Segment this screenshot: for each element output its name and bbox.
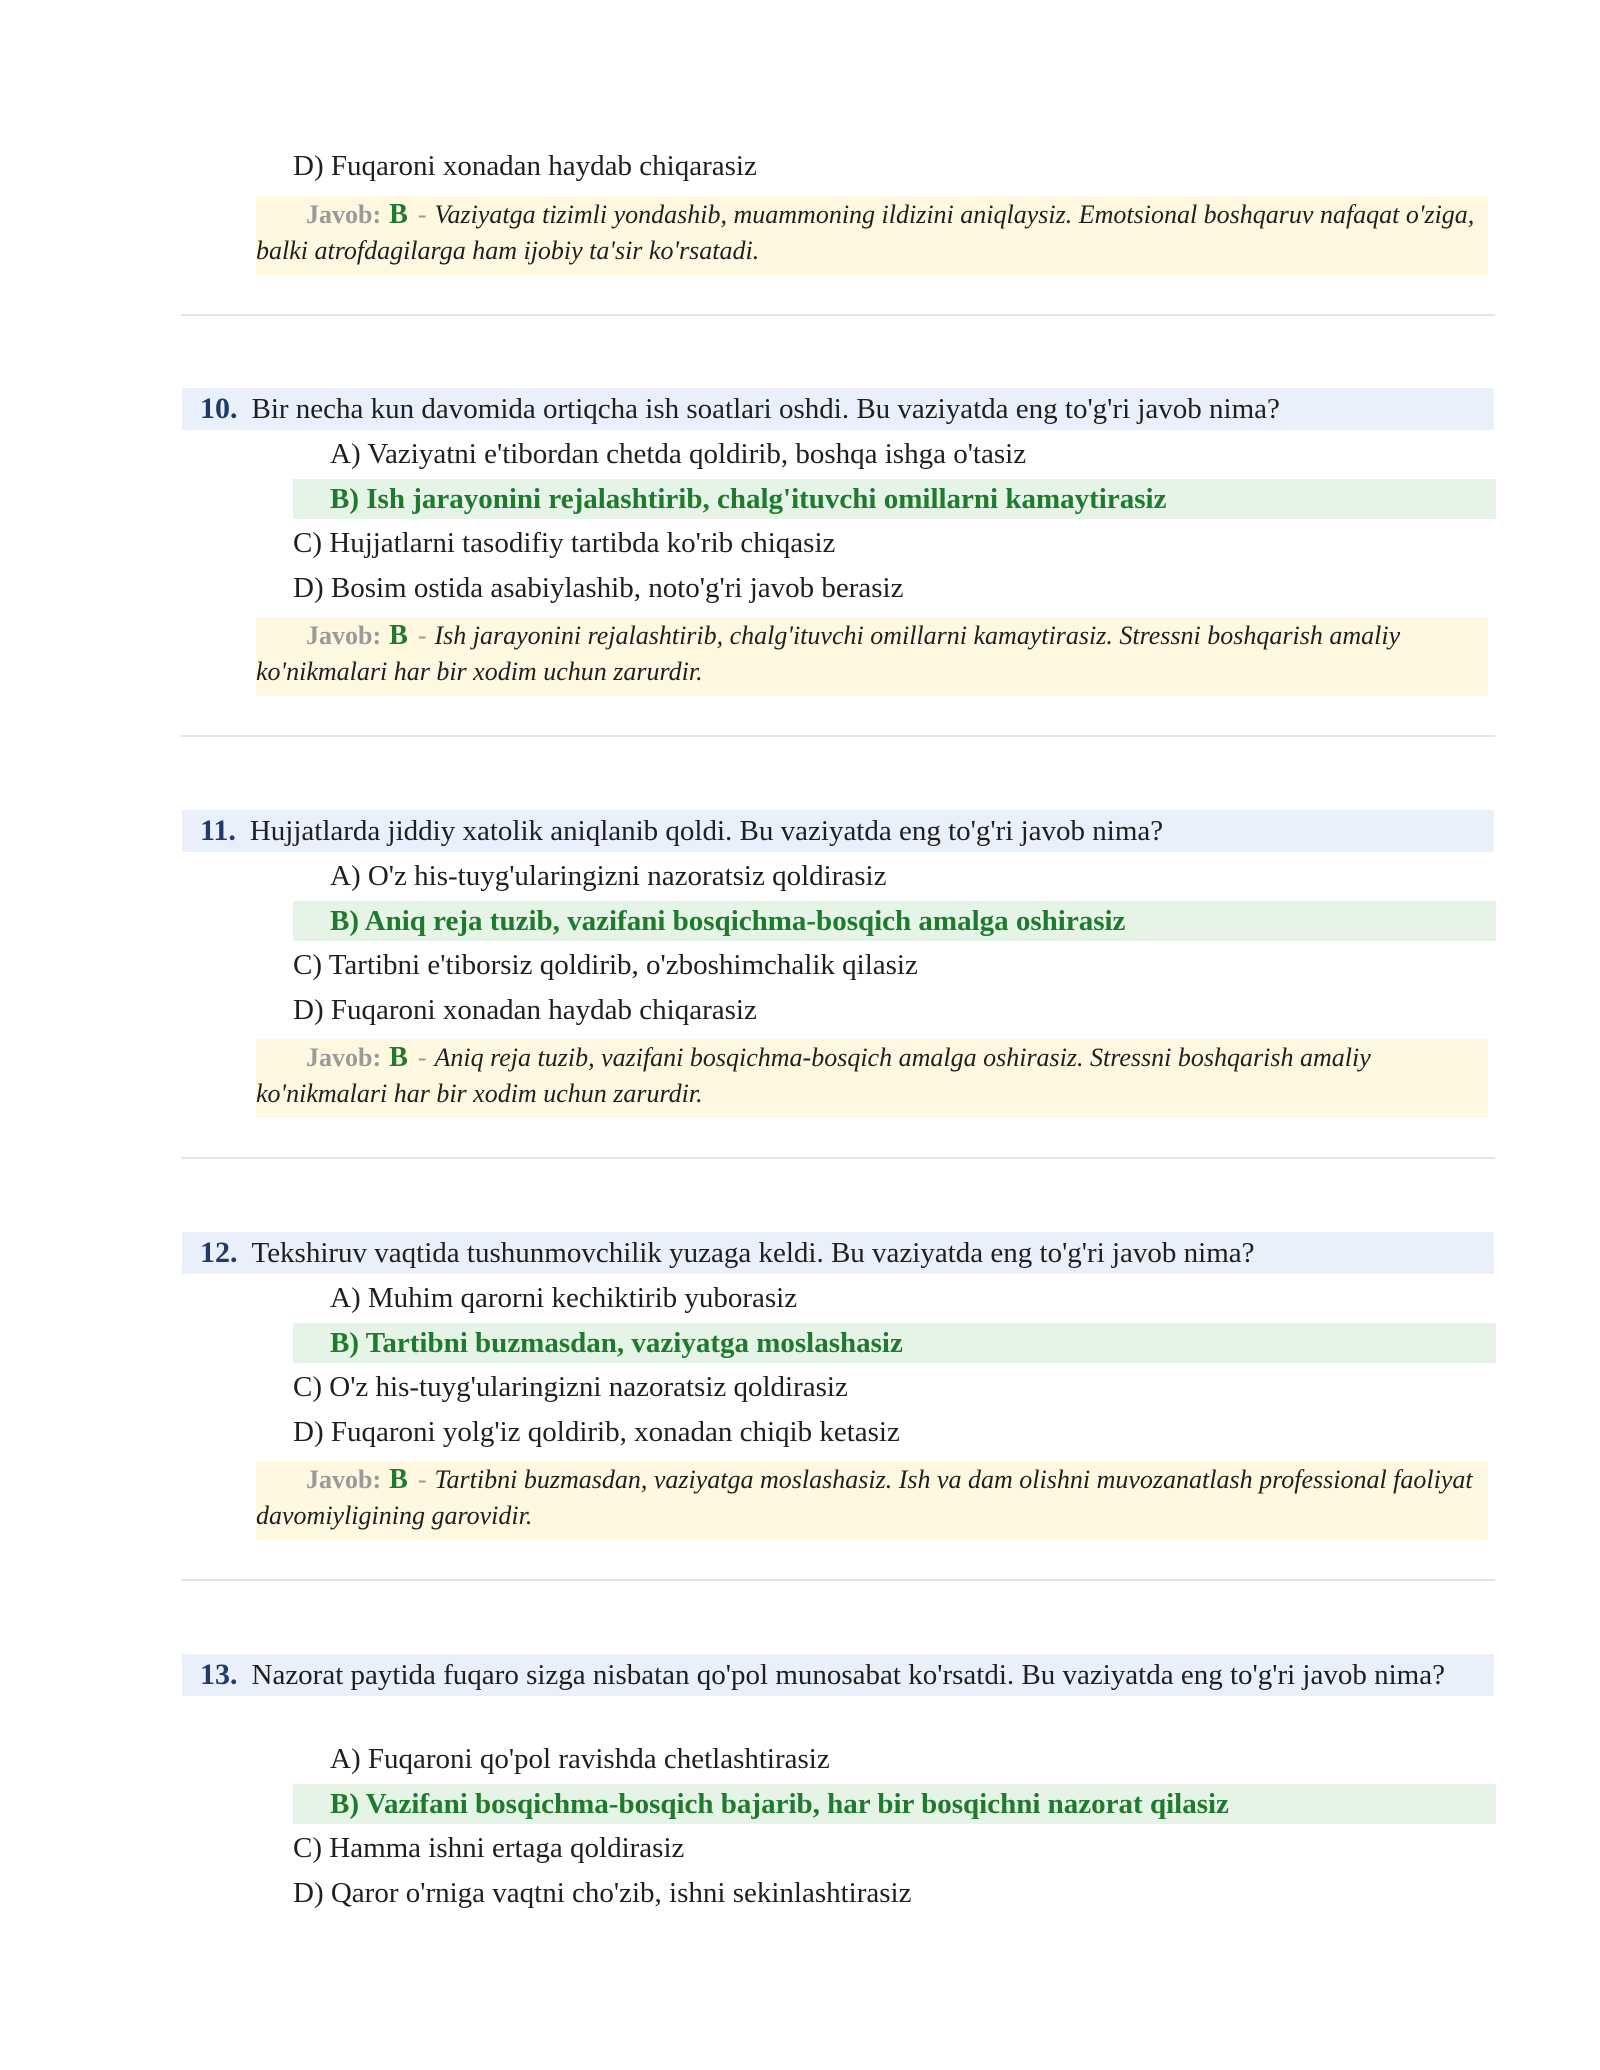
question-number: 13. xyxy=(200,1658,238,1691)
answer-box xyxy=(256,1461,1488,1540)
question-text: Hujjatlarda jiddiy xatolik aniqlanib qoldi. Bu vaziyatda eng to'g'ri javob nima? xyxy=(249,815,1164,847)
answer-letter: B xyxy=(389,1042,408,1073)
question-12-header xyxy=(182,1232,1494,1274)
question-number: 11. xyxy=(200,814,236,847)
question-number: 10. xyxy=(200,392,238,425)
question-text: Tekshiruv vaqtida tushunmovchilik yuzaga keldi. Bu vaziyatda eng to'g'ri javob nima? xyxy=(251,1237,1255,1269)
divider xyxy=(181,1579,1495,1581)
answer-box xyxy=(256,617,1488,696)
answer-letter: B xyxy=(389,1464,408,1495)
option-b-correct: B) Vazifani bosqichma-bosqich bajarib, har bir bosqichni nazorat qilasiz xyxy=(293,1784,1496,1824)
option-d: D) Fuqaroni yolg'iz qoldirib, xonadan chiqib ketasiz xyxy=(293,1416,900,1448)
divider xyxy=(181,1157,1495,1159)
question-11-header xyxy=(182,810,1494,852)
option-d: D) Fuqaroni xonadan haydab chiqarasiz xyxy=(293,994,757,1026)
question-text: Bir necha kun davomida ortiqcha ish soatlari oshdi. Bu vaziyatda eng to'g'ri javob nima? xyxy=(251,393,1280,425)
option-c: C) Hamma ishni ertaga qoldirasiz xyxy=(293,1832,685,1864)
option-b-correct: B) Aniq reja tuzib, vazifani bosqichma-bosqich amalga oshirasiz xyxy=(293,901,1496,941)
option-d: D) Qaror o'rniga vaqtni cho'zib, ishni sekinlashtirasiz xyxy=(293,1877,912,1909)
answer-label: Javob: xyxy=(306,200,382,229)
option-a: A) Muhim qarorni kechiktirib yuborasiz xyxy=(330,1282,798,1314)
divider xyxy=(181,735,1495,737)
answer-dash: - xyxy=(417,1043,427,1072)
option-b-correct: B) Tartibni buzmasdan, vaziyatga moslashasiz xyxy=(293,1323,1496,1363)
answer-explanation: Ish jarayonini rejalashtirib, chalg'ituvchi omillarni kamaytirasiz. Stressni boshqarish amaliy ko'nikmalari har bir xodim uchun zarurdir. xyxy=(256,621,1401,686)
divider xyxy=(181,314,1495,316)
answer-label: Javob: xyxy=(306,1465,382,1494)
answer-explanation: Vaziyatga tizimli yondashib, muammoning ildizini aniqlaysiz. Emotsional boshqaruv nafaqat o'ziga, balki atrofdagilarga ham ijobiy ta'sir ko'rsatadi. xyxy=(256,200,1475,265)
answer-label: Javob: xyxy=(306,1043,382,1072)
question-10-header xyxy=(182,388,1494,430)
option-c: C) O'z his-tuyg'ularingizni nazoratsiz qoldirasiz xyxy=(293,1371,848,1403)
option-a: A) Vaziyatni e'tibordan chetda qoldirib, boshqa ishga o'tasiz xyxy=(330,438,1027,470)
answer-box xyxy=(256,196,1488,275)
answer-letter: B xyxy=(389,199,408,230)
answer-box xyxy=(256,1039,1488,1118)
answer-dash: - xyxy=(417,200,427,229)
question-number: 12. xyxy=(200,1236,238,1269)
answer-dash: - xyxy=(417,1465,427,1494)
option-d: D) Fuqaroni xonadan haydab chiqarasiz xyxy=(293,150,757,182)
answer-dash: - xyxy=(417,621,427,650)
option-d: D) Bosim ostida asabiylashib, noto'g'ri javob berasiz xyxy=(293,572,904,604)
option-a: A) Fuqaroni qo'pol ravishda chetlashtirasiz xyxy=(330,1743,830,1775)
option-c: C) Hujjatlarni tasodifiy tartibda ko'rib chiqasiz xyxy=(293,527,836,559)
answer-explanation: Tartibni buzmasdan, vaziyatga moslashasiz. Ish va dam olishni muvozanatlash professional faoliyat davomiyligining garovidir. xyxy=(256,1465,1473,1530)
answer-explanation: Aniq reja tuzib, vazifani bosqichma-bosqich amalga oshirasiz. Stressni boshqarish amaliy ko'nikmalari har bir xodim uchun zarurdir. xyxy=(256,1043,1371,1108)
answer-letter: B xyxy=(389,620,408,651)
option-a: A) O'z his-tuyg'ularingizni nazoratsiz qoldirasiz xyxy=(330,860,887,892)
option-c: C) Tartibni e'tiborsiz qoldirib, o'zboshimchalik qilasiz xyxy=(293,949,918,981)
question-13-header xyxy=(182,1654,1494,1696)
answer-label: Javob: xyxy=(306,621,382,650)
question-text: Nazorat paytida fuqaro sizga nisbatan qo'pol munosabat ko'rsatdi. Bu vaziyatda eng to'g'ri javob nima? xyxy=(251,1659,1445,1691)
option-b-correct: B) Ish jarayonini rejalashtirib, chalg'ituvchi omillarni kamaytirasiz xyxy=(293,479,1496,519)
